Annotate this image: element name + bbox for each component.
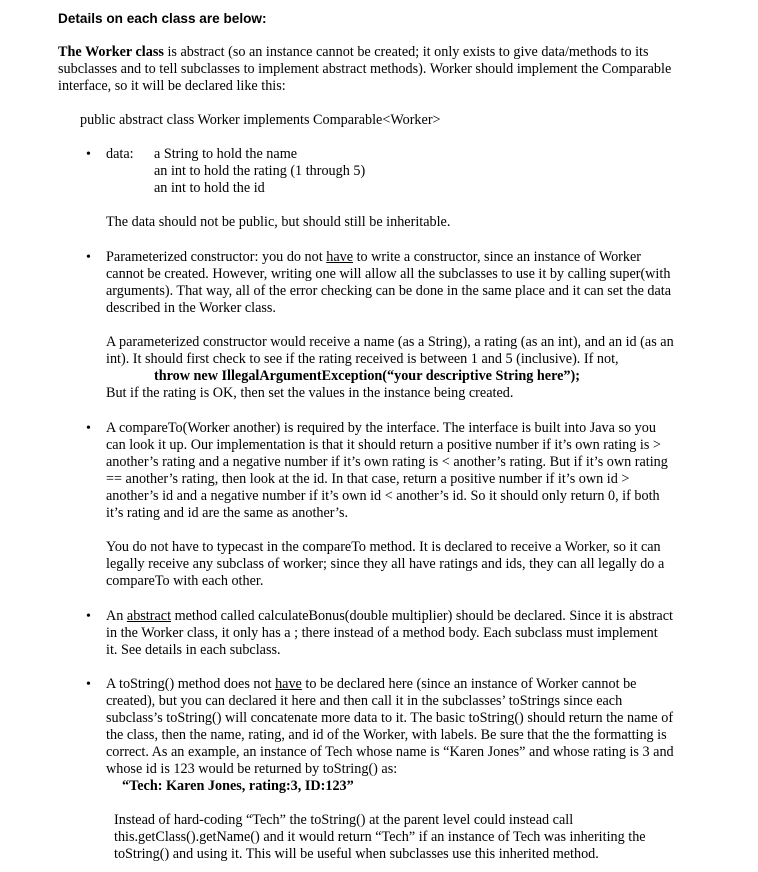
tostring-p2-line-1: Instead of hard-coding “Tech” the toString() at the parent level could instead call [114,812,574,828]
tostring-line-1: A toString() method does not have to be declared here (since an instance of Worker cannot be [106,676,637,692]
bonus-line-1: An abstract method called calculateBonus(double multiplier) should be declared. Since it is abstract [106,608,673,624]
compare-line-6: it’s rating and id are the same as another’s. [106,505,349,521]
data-note: The data should not be public, but should still be inheritable. [106,214,451,230]
tostring-line-5: correct. As an example, an instance of Tech whose name is “Karen Jones” and whose rating is 3 and [106,744,674,760]
tostring-p2-line-3: toString() and using it. This will be useful when subclasses use this inherited method. [114,846,599,862]
data-item-id: an int to hold the id [154,180,265,196]
tostring-line-3: subclass’s toString() will concatenate more data to it. The basic toString() should return the name of [106,710,674,726]
throw-statement: throw new IllegalArgumentException(“your descriptive String here”); [154,368,580,384]
constructor-line-1: Parameterized constructor: you do not have to write a constructor, since an instance of Worker [106,249,642,265]
bullet-icon: • [86,609,91,624]
compare-p2-line-1: You do not have to typecast in the compareTo method. It is declared to receive a Worker, so it can [106,539,661,555]
data-item-name: a String to hold the name [154,146,298,162]
constructor-p2-line-1: A parameterized constructor would receive a name (as a String), a rating (as an int), and an id (as an [106,334,674,350]
compare-p2-line-3: compareTo with each other. [106,573,264,589]
bonus-line-2: in the Worker class, it only has a ; there instead of a method body. Each subclass must implement [106,625,658,641]
compare-line-1: A compareTo(Worker another) is required by the interface. The interface is built into Java so you [106,420,656,436]
tostring-p2-line-2: this.getClass().getName() and it would return “Tech” if an instance of Tech was inheriting the [114,829,646,845]
class-declaration: public abstract class Worker implements Comparable<Worker> [80,112,441,128]
constructor-line-2: cannot be created. However, writing one will allow all the subclasses to use it by calling super(with [106,266,671,282]
bonus-line-3: it. See details in each subclass. [106,642,281,658]
constructor-p2-line-4: But if the rating is OK, then set the values in the instance being created. [106,385,514,401]
intro-line-3: interface, so it will be declared like this: [58,78,286,94]
bullet-icon: • [86,677,91,692]
bullet-icon: • [86,250,91,265]
compare-line-4: == another’s rating, then look at the id. In that case, return a positive number if it’s own id > [106,471,630,487]
data-label: data: [106,146,134,162]
section-heading: Details on each class are below: [58,11,267,26]
compare-line-3: another’s rating and a negative number if it’s own rating is < another’s rating. But if it’s own rating [106,454,668,470]
constructor-line-4: described in the Worker class. [106,300,276,316]
constructor-p2-line-2: int). It should first check to see if the rating received is between 1 and 5 (inclusive). If not, [106,351,619,367]
bullet-icon: • [86,421,91,436]
constructor-line-3: arguments). That way, all of the error checking can be done in the same place and it can set the data [106,283,672,299]
compare-line-2: can look it up. Our implementation is that it should return a positive number if it’s own rating is > [106,437,661,453]
data-item-rating: an int to hold the rating (1 through 5) [154,163,366,179]
worker-class-title: The Worker class [58,44,164,60]
tostring-line-2: created), but you can declared it here and then call it in the subclasses’ toStrings since each [106,693,623,709]
compare-line-5: another’s id and a negative number if it’s own id < another’s id. So it should only return 0, if both [106,488,660,504]
tostring-line-6: whose id is 123 would be returned by toString() as: [106,761,398,777]
compare-p2-line-2: legally receive any subclass of worker; since they all have ratings and ids, they can all legally do a [106,556,665,572]
intro-line-2: subclasses and to tell subclasses to implement abstract methods). Worker should implement the Comparable [58,61,672,77]
intro-line-1: The Worker class is abstract (so an instance cannot be created; it only exists to give data/methods to its [58,44,649,60]
bullet-icon: • [86,147,91,162]
tostring-example: “Tech: Karen Jones, rating:3, ID:123” [122,778,354,794]
tostring-line-4: the class, then the name, rating, and id of the Worker, with labels. Be sure that the the formatting is [106,727,667,743]
